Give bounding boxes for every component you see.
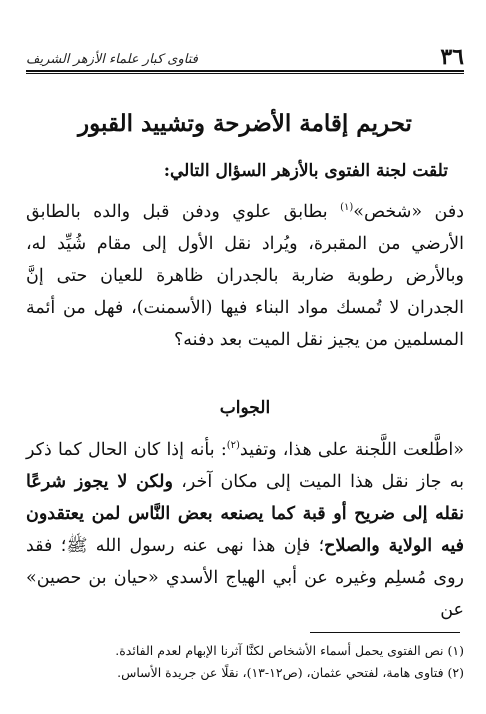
question-text-2: بطابق علوي ودفن قبل والده بالطابق الأرضي من المقبرة، ويُراد نقل الأول إلى مقام شُيِّد له، وبالأرض رطوبة ضاربة بالجدران ظاهرة للعيان حتى إنَّ الجدران لا تُمسك مواد البناء فيها (الأسمنت)، فهل من أئمة المسلمين من يجيز نقل الميت بعد دفنه؟ [26, 201, 464, 350]
question-text-1: دفن «شخص» [353, 201, 465, 222]
footnote-2: (٢) فتاوى هامة، لفتحي عثمان، (ص١٢-١٣)، نقلًا عن جريدة الأساس. [117, 665, 464, 680]
footnotes [26, 640, 464, 684]
book-title: فتاوى كبار علماء الأزهر الشريف [26, 52, 198, 67]
answer-text-1: «اطَّلعت اللَّجنة على هذا، وتفيد [239, 439, 464, 460]
question-paragraph [26, 192, 464, 356]
article-title: تحريم إقامة الأضرحة وتشييد القبور [78, 110, 412, 137]
footnote-ref-1: (١) [340, 202, 354, 213]
footnote-ref-2: (٢) [226, 440, 240, 451]
running-header [26, 42, 464, 68]
answer-heading: الجواب [219, 398, 271, 418]
header-rule [26, 70, 464, 74]
answer-paragraph [26, 430, 464, 626]
answer-text-3: ؛ فإن هذا نهى عنه رسول الله ﷺ؛ فقد روى مُسلِم وغيره عن أبي الهياج الأسدي «حيان بن حصين» عن [26, 535, 464, 620]
answer-text-2: : بأنه إذا كان الحال كما ذكر به جاز نقل هذا الميت إلى مكان آخر، [26, 439, 464, 492]
footnote-rule [310, 632, 460, 633]
page-number: ٣٦ [440, 44, 464, 70]
question-intro: تلقت لجنة الفتوى بالأزهر السؤال التالي: [163, 161, 448, 181]
footnote-1: (١) نص الفتوى يحمل أسماء الأشخاص لكنَّا آثرنا الإبهام لعدم الفائدة. [115, 643, 464, 658]
answer-bold-text: ولكن لا يجوز شرعًا نقله إلى ضريح أو قبة كما يصنعه بعض النَّاس لمن يعتقدون فيه الولاية والصلاح [26, 471, 464, 556]
